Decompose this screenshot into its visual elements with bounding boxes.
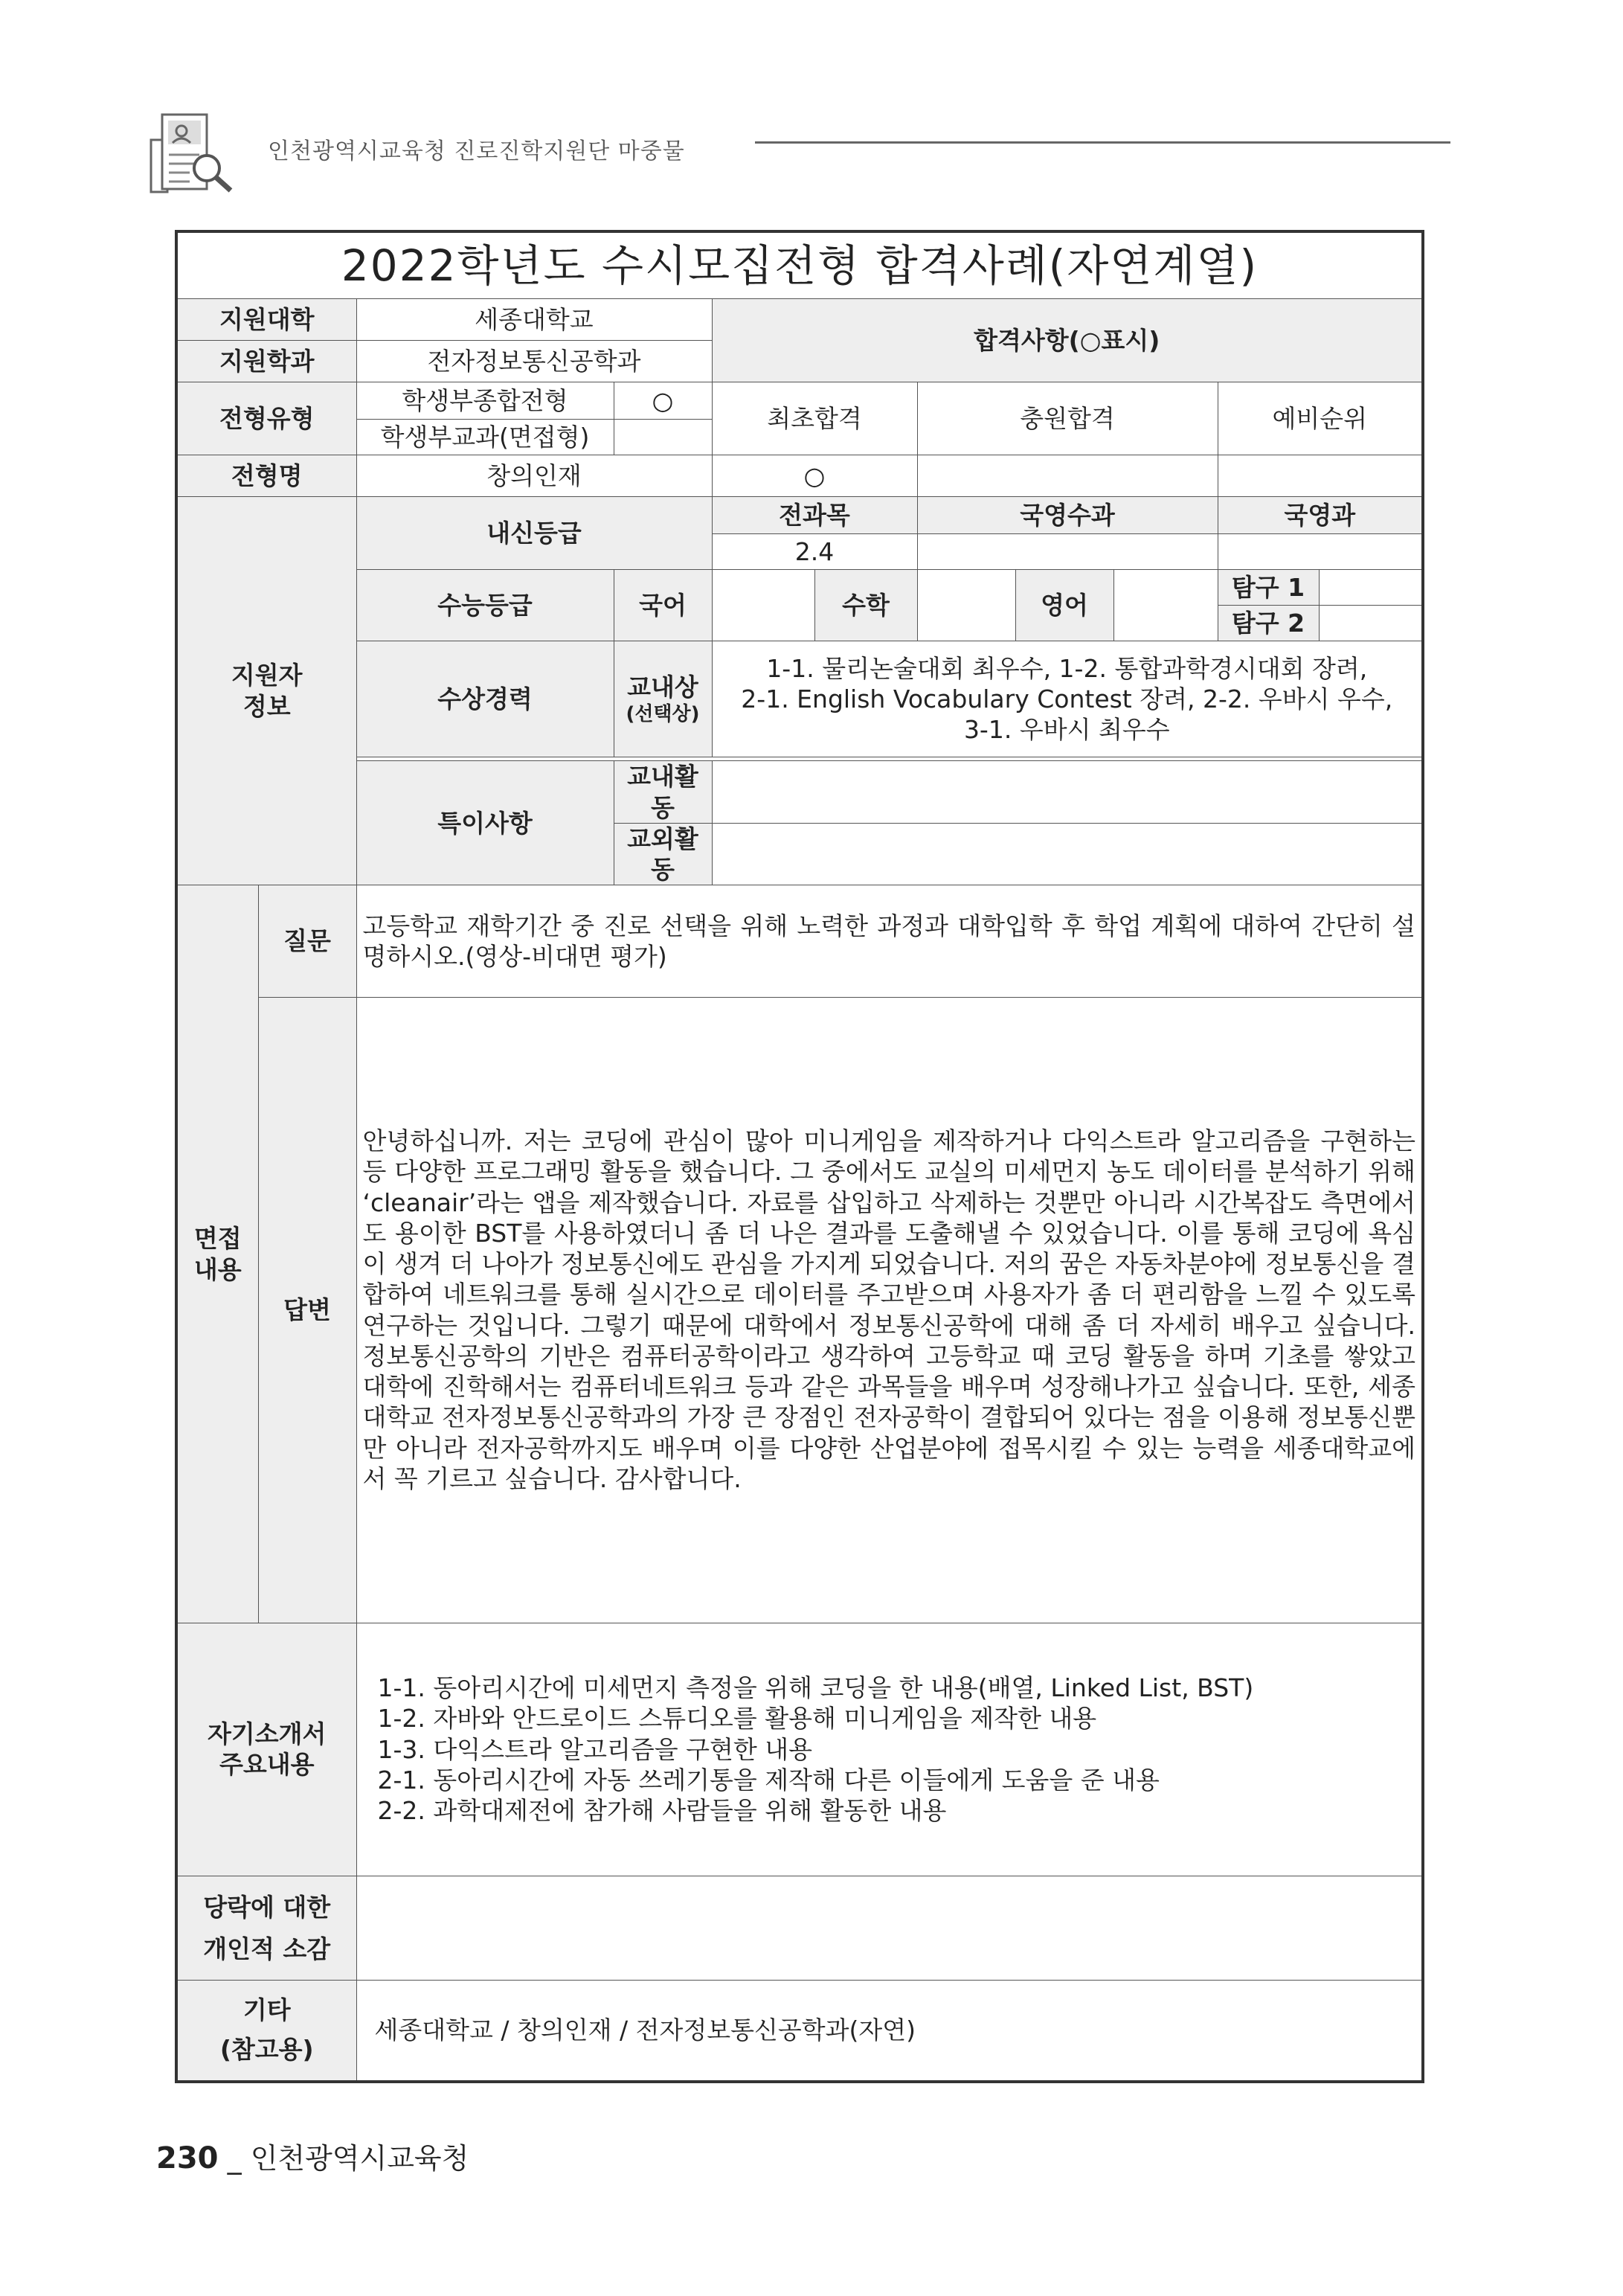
etc-label: 기타 (참고용) <box>176 1981 356 2082</box>
essay-list <box>356 1623 1423 1876</box>
question-text: 고등학교 재학기간 중 진로 선택을 위해 노력한 과정과 대학입학 후 학업 계획에 대하여 간단히 설명하시오.(영상-비대면 평가) <box>356 885 1423 997</box>
opinion-value <box>356 1876 1423 1981</box>
result-waitlist: 충원합격 <box>917 382 1218 455</box>
type-option-2-mark <box>614 419 712 455</box>
header-divider <box>755 141 1450 144</box>
result-reserve-mark <box>1218 455 1423 496</box>
essay-label: 자기소개서 주요내용 <box>176 1623 356 1876</box>
csat-english-value <box>1113 569 1218 641</box>
type-option-2: 학생부교과(면접형) <box>356 419 614 455</box>
special-out-value <box>712 823 1423 885</box>
dept-value: 전자정보통신공학과 <box>356 340 712 382</box>
footer-publisher: 인천광역시교육청 <box>250 2142 469 2175</box>
opinion-label: 당락에 대한 개인적 소감 <box>176 1876 356 1981</box>
interview-label: 면접 내용 <box>176 885 258 1623</box>
applicant-label: 지원자 정보 <box>176 496 356 885</box>
table-title: 2022학년도 수시모집전형 합격사례(자연계열) <box>176 231 1423 298</box>
name-value: 창의인재 <box>356 455 712 496</box>
univ-label: 지원대학 <box>176 298 356 340</box>
csat-inquiry2-value <box>1319 606 1423 641</box>
csat-english-label: 영어 <box>1015 569 1113 641</box>
csat-math-value <box>917 569 1015 641</box>
essay-item: 2-2. 과학대제전에 참가해 사람들을 위해 활동한 내용 <box>377 1796 947 1826</box>
csat-inquiry2-label: 탐구 2 <box>1218 606 1319 641</box>
answer-text: 안녕하십니까. 저는 코딩에 관심이 많아 미니게임을 제작하거나 다익스트라 알고리즘을 구현하는 등 다양한 프로그래밍 활동을 했습니다. 그 중에서도 교실의 미세먼지 농도 데이터를 분석하기 위해 ‘cleanair’라는 앱을 제작했습니다. 자료를 삽입하고 삭제하는 것뿐만 아니라 시간복잡도 측면에서도 용이한 BST를 사용하였더니 좀 더 나은 결과를 도출해낼 수 있었습니다. 이를 통해 코딩에 욕심이 생겨 더 나아가 정보통신에도 관심을 가지게 되었습니다. 저의 꿈은 자동차분야에 정보통신을 결합하여 네트워크를 통해 실시간으로 데이터를 주고받으며 사용자가 좀 더 편리함을 느낄 수 있도록 연구하는 것입니다. 그렇기 때문에 대학에서 정보통신공학에 대해 좀 더 자세히 배우고 싶습니다. 정보통신공학의 기반은 컴퓨터공학이라고 생각하여 고등학교 때 코딩 활동을 하며 기초를 쌓았고 대학에 진학해서는 컴퓨터네트워크 등과 같은 과목들을 배우며 성장해나가고 싶습니다. 또한, 세종대학교 전자정보통신공학과의 가장 큰 장점인 전자공학이 결합되어 있다는 점을 이용해 정보통신뿐만 아니라 전자공학까지도 배우며 이를 다양한 산업분야에 접목시킬 수 있는 능력을 세종대학교에서 꼭 기르고 싶습니다. 감사합니다. <box>356 997 1423 1623</box>
essay-item: 1-2. 자바와 안드로이드 스튜디오를 활용해 미니게임을 제작한 내용 <box>377 1704 1097 1734</box>
essay-item: 1-3. 다익스트라 알고리즘을 구현한 내용 <box>377 1734 813 1764</box>
award-sub-label: 교내상 (선택상) <box>614 641 712 757</box>
gpa-kem-value <box>917 533 1218 569</box>
result-first-mark: ○ <box>712 455 917 496</box>
gpa-ke-label: 국영과 <box>1218 496 1423 533</box>
gpa-label: 내신등급 <box>356 496 712 569</box>
gpa-ke-value <box>1218 533 1423 569</box>
award-list <box>712 641 1423 757</box>
page-number: 230 <box>156 2141 219 2175</box>
essay-item: 1-1. 동아리시간에 미세먼지 측정을 위해 코딩을 한 내용(배열, Linked List, BST) <box>377 1673 1254 1703</box>
csat-label: 수능등급 <box>356 569 614 641</box>
admission-case-table <box>175 230 1424 2083</box>
type-option-1-mark: ○ <box>614 382 712 419</box>
result-first: 최초합격 <box>712 382 917 455</box>
csat-inquiry1-label: 탐구 1 <box>1218 569 1319 605</box>
special-label: 특이사항 <box>356 761 614 885</box>
result-label: 합격사항(○표시) <box>712 298 1423 382</box>
header-title: 인천광역시교육청 진로진학지원단 마중물 <box>268 138 685 164</box>
csat-korean-value <box>712 569 814 641</box>
csat-inquiry1-value <box>1319 569 1423 605</box>
essay-item: 2-1. 동아리시간에 자동 쓰레기통을 제작해 다른 이들에게 도움을 준 내용 <box>377 1765 1160 1795</box>
answer-label: 답변 <box>258 997 356 1623</box>
award-label: 수상경력 <box>356 641 614 757</box>
page-header <box>149 112 1450 193</box>
dept-label: 지원학과 <box>176 340 356 382</box>
gpa-kem-label: 국영수과 <box>917 496 1218 533</box>
document-search-icon <box>149 112 234 193</box>
result-reserve: 예비순위 <box>1218 382 1423 455</box>
award-line: 3-1. 우바시 최우수 <box>963 715 1170 745</box>
csat-math-label: 수학 <box>814 569 917 641</box>
type-label: 전형유형 <box>176 382 356 455</box>
type-option-1: 학생부종합전형 <box>356 382 614 419</box>
special-out-label: 교외활동 <box>614 823 712 885</box>
etc-value: 세종대학교 / 창의인재 / 전자정보통신공학과(자연) <box>356 1981 1423 2082</box>
special-in-label: 교내활동 <box>614 761 712 824</box>
page-footer <box>156 2135 469 2176</box>
csat-korean-label: 국어 <box>614 569 712 641</box>
award-line: 2-1. English Vocabulary Contest 장려, 2-2. 우바시 우수, <box>741 684 1393 714</box>
gpa-all-label: 전과목 <box>712 496 917 533</box>
question-label: 질문 <box>258 885 356 997</box>
gpa-all-value: 2.4 <box>712 533 917 569</box>
univ-value: 세종대학교 <box>356 298 712 340</box>
name-label: 전형명 <box>176 455 356 496</box>
result-waitlist-mark <box>917 455 1218 496</box>
footer-separator: _ <box>227 2142 242 2175</box>
award-line: 1-1. 물리논술대회 최우수, 1-2. 통합과학경시대회 장려, <box>766 653 1368 683</box>
special-in-value <box>712 761 1423 824</box>
